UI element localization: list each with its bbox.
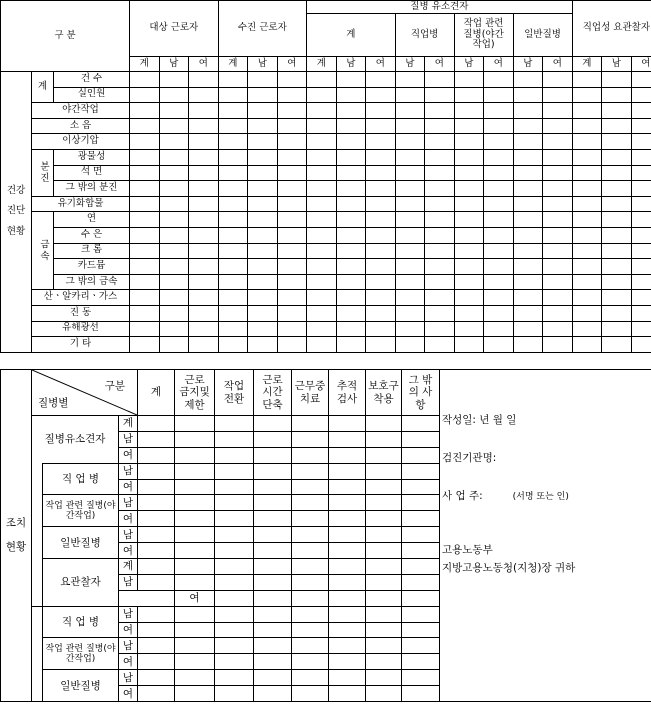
- data-row: [1, 274, 651, 290]
- sex-female: 여: [175, 590, 215, 606]
- sign-note: (서명 또는 인): [512, 492, 569, 502]
- sex-male: 남: [119, 670, 138, 686]
- sub-total: 계: [307, 57, 337, 72]
- protective-header: 보호구 착용: [366, 370, 402, 416]
- sex-female: 여: [119, 686, 138, 702]
- sub-male: 남: [159, 57, 189, 72]
- sub-male: 남: [248, 57, 278, 72]
- group-occupational: 직 업 병: [43, 606, 119, 638]
- row-label-vibration: 진 동: [32, 305, 130, 321]
- measures-total-header: 계: [138, 370, 175, 416]
- sex-male: 남: [119, 638, 138, 654]
- data-row: [1, 212, 651, 228]
- sex-female: 여: [119, 654, 138, 670]
- division-label: 구분: [104, 380, 125, 392]
- sub-female: 여: [484, 57, 514, 72]
- sex-female: 여: [119, 622, 138, 638]
- sub-male: 남: [602, 57, 632, 72]
- division-header: 구 분: [1, 1, 130, 72]
- row-label-noise: 소 음: [32, 118, 130, 134]
- general-disease-header: 일반질병: [513, 14, 572, 57]
- row-label-other: 기 타: [32, 337, 130, 353]
- sub-male: 남: [454, 57, 484, 72]
- sub-male: 남: [336, 57, 366, 72]
- other-measures-header: 그 밖 의 사 항: [402, 370, 440, 416]
- data-row: [1, 259, 651, 275]
- data-row: [1, 134, 651, 150]
- sex-male: 남: [119, 527, 138, 543]
- row-label-mercury: 수 은: [54, 227, 130, 243]
- row-label-other-dust: 그 밖의 분진: [54, 181, 130, 197]
- row-label-organic: 유기화합물: [32, 196, 130, 212]
- row-label-lead: 연: [54, 212, 130, 228]
- data-row: [1, 305, 651, 321]
- sex-male: 남: [119, 495, 138, 511]
- sub-female: 여: [425, 57, 455, 72]
- sub-female: 여: [543, 57, 573, 72]
- sex-total: 계: [119, 559, 138, 575]
- sex-total: 계: [119, 416, 138, 432]
- row-label-other-metal: 그 밖의 금속: [54, 274, 130, 290]
- health-exam-table: [0, 0, 651, 353]
- sub-male: 남: [395, 57, 425, 72]
- treatment-header: 근무중 치료: [292, 370, 329, 416]
- sub-total: 계: [130, 57, 160, 72]
- row-label-mineral: 광물성: [54, 149, 130, 165]
- sex-male: 남: [119, 431, 138, 447]
- group-occupational: 직 업 병: [43, 463, 119, 495]
- row-label-chromium: 크 롬: [54, 243, 130, 259]
- data-row: [1, 87, 651, 103]
- data-row: [1, 165, 651, 181]
- sex-male: 남: [119, 463, 138, 479]
- institution-line: 검진기관명:: [442, 452, 497, 464]
- sex-male: 남: [119, 574, 138, 590]
- data-row: [1, 103, 651, 119]
- measures-table: [0, 369, 651, 702]
- sex-female: 여: [119, 479, 138, 495]
- disease-findings-header: 질병 유소견자: [307, 1, 573, 14]
- row-label-night-work: 야간작업: [32, 103, 130, 119]
- disease-type-label: 질병별: [38, 396, 69, 409]
- data-row: [1, 118, 651, 134]
- sex-female: 여: [119, 447, 138, 463]
- row-label-asbestos: 석 면: [54, 165, 130, 181]
- sub-female: 여: [189, 57, 219, 72]
- data-row: [1, 290, 651, 306]
- work-related-header: 작업 관련 질병(야간 작업): [454, 14, 513, 57]
- dust-group-label: 분진: [32, 149, 54, 196]
- sub-female: 여: [631, 57, 651, 72]
- row-label-harmful-light: 유해광선: [32, 321, 130, 337]
- office-line-2: 지방고용노동청(지청)장 귀하: [442, 562, 576, 574]
- findings-total-header: 계: [307, 14, 396, 57]
- sex-female: 여: [119, 511, 138, 527]
- row-label-persons: 실인원: [54, 87, 130, 103]
- data-row: [1, 321, 651, 337]
- sex-male: 남: [119, 606, 138, 622]
- measures-section-label: 조치 현황: [1, 370, 32, 702]
- data-row: [1, 227, 651, 243]
- sex-female: 여: [119, 543, 138, 559]
- sub-female: 여: [277, 57, 307, 72]
- group-disease-findings: 질병유소견자: [32, 416, 119, 464]
- group-general: 일반질병: [43, 670, 119, 702]
- data-row: [1, 243, 651, 259]
- total-group-label: 계: [32, 72, 54, 103]
- job-change-header: 작업 전환: [215, 370, 254, 416]
- group-general: 일반질병: [43, 527, 119, 559]
- hours-reduce-header: 근로 시간 단축: [254, 370, 292, 416]
- metal-group-label: 금속: [32, 212, 54, 290]
- signature-block: [440, 370, 651, 702]
- data-row: [1, 181, 651, 197]
- row-label-pressure: 이상기압: [32, 134, 130, 150]
- follow-up-header: 직업성 요관찰자: [572, 1, 651, 57]
- sub-total: 계: [218, 57, 248, 72]
- health-exam-section-label: 건강 진단 현황: [1, 72, 32, 353]
- data-row: [1, 149, 651, 165]
- sub-total: 계: [572, 57, 602, 72]
- date-line: 작성일: 년 월 일: [442, 414, 517, 426]
- representative-line: 사 업 주: (서명 또는 인): [442, 490, 569, 502]
- group-work-related: 작업 관련 질병(야간작업): [43, 495, 119, 527]
- follow-exam-header: 추적 검사: [329, 370, 366, 416]
- division-diagonal-header: [32, 370, 138, 416]
- row-label-cadmium: 카드뮴: [54, 259, 130, 275]
- sub-male: 남: [513, 57, 543, 72]
- occupational-header: 직업병: [395, 14, 454, 57]
- data-row: [1, 337, 651, 353]
- row-label-count: 건 수: [54, 72, 130, 88]
- examined-workers-header: 수진 근로자: [218, 1, 307, 57]
- data-row: [1, 196, 651, 212]
- target-workers-header: 대상 근로자: [130, 1, 219, 57]
- group-follow-up: 요관찰자: [43, 559, 119, 607]
- work-limit-header: 근로 금지및 제한: [175, 370, 215, 416]
- row-label-acid: 산ㆍ알카리ㆍ가스: [32, 290, 130, 306]
- group-work-related: 작업 관련 질병(야간작업): [43, 638, 119, 670]
- sub-female: 여: [366, 57, 396, 72]
- data-row: [1, 72, 651, 88]
- office-line-1: 고용노동부: [442, 544, 493, 556]
